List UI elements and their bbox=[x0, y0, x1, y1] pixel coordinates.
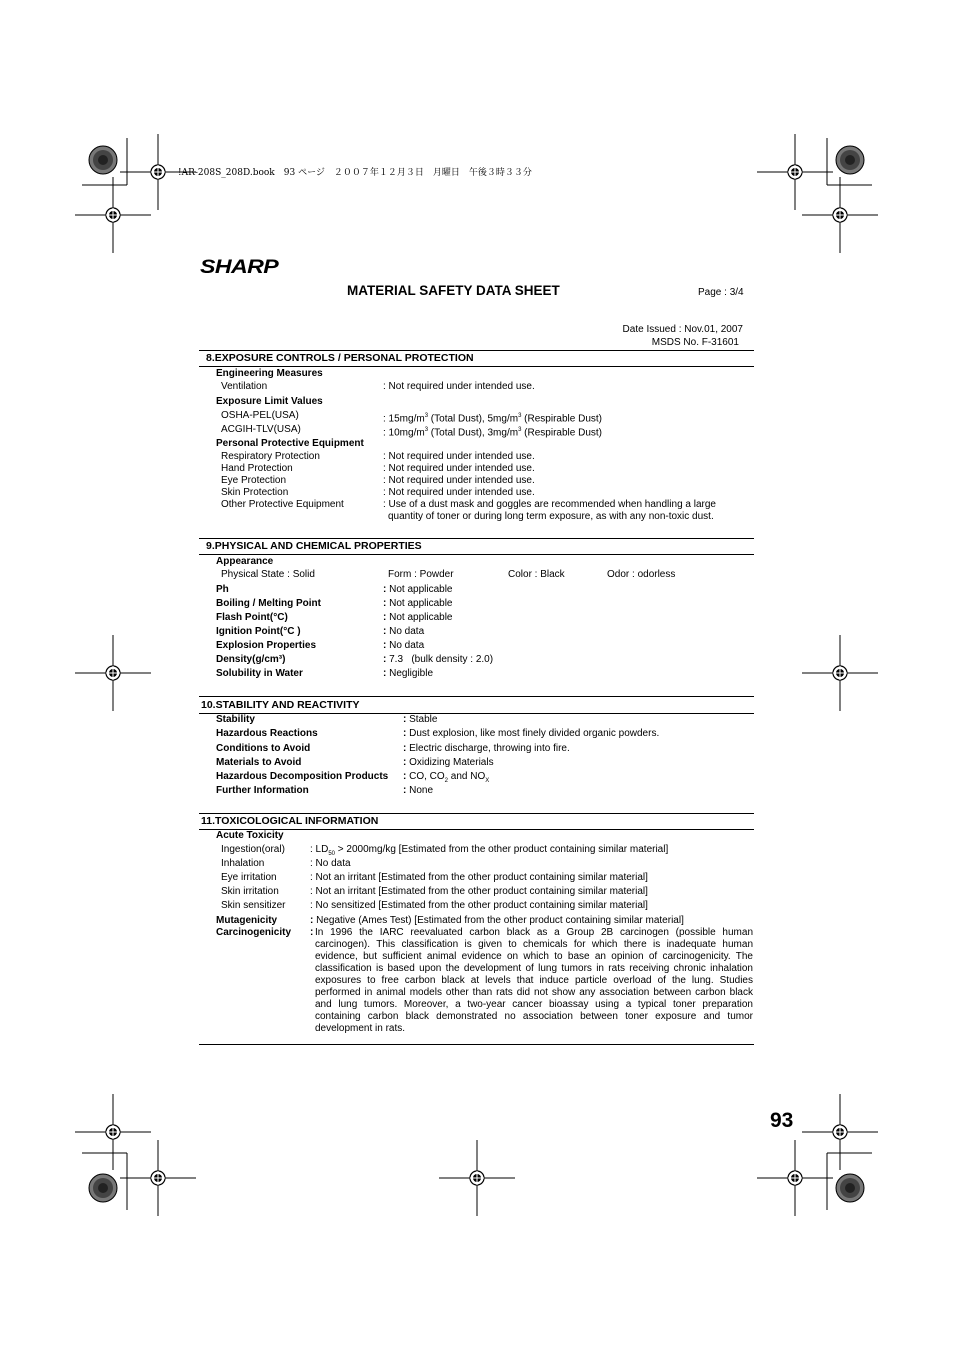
mutagenicity-value: : Negative (Ames Test) [Estimated from the other product containing similar material] bbox=[310, 915, 684, 926]
osha-value: : $15mg/m^3$ (Total Dust), $5mg/m^3$ (Respirable Dust) bbox=[383, 413, 602, 425]
ppe-value: : Not required under intended use. bbox=[383, 475, 535, 486]
divider bbox=[199, 713, 754, 714]
msds-number: MSDS No. F-31601 bbox=[651, 337, 739, 348]
stability-value: : Electric discharge, throwing into fire. bbox=[403, 743, 570, 754]
divider bbox=[199, 538, 754, 539]
mutagenicity-label: Mutagenicity bbox=[216, 915, 278, 926]
acute-toxicity-heading: Acute Toxicity bbox=[216, 830, 284, 841]
stability-value: : None bbox=[403, 785, 434, 796]
sharp-logo: SHARP bbox=[200, 257, 279, 278]
ppe-value: : Not required under intended use. bbox=[383, 487, 535, 498]
stability-label: Hazardous Reactions bbox=[216, 728, 318, 739]
toxicity-value: : $LD_{50} > 2000mg/kg$ [Estimated from the other product containing similar material] bbox=[310, 844, 669, 857]
exposure-limits-heading: Exposure Limit Values bbox=[216, 396, 323, 407]
stability-value: : CO, $CO_2$ and $NO_X$ bbox=[403, 771, 490, 784]
ppe-value: : Use of a dust mask and goggles are recommended when handling a large bbox=[383, 499, 716, 510]
ppe-label: Hand Protection bbox=[221, 463, 293, 474]
property-value: : 7.3 (bulk density : 2.0) bbox=[383, 654, 494, 665]
osha-label: OSHA-PEL(USA) bbox=[221, 410, 299, 421]
paragraph-line: exposures to free carbon black at levels that induce particle overload of the lung. Studies bbox=[315, 975, 753, 986]
property-label: Boiling / Melting Point bbox=[216, 598, 321, 609]
toxicity-value: : Not an irritant [Estimated from the other product containing similar material] bbox=[310, 872, 648, 883]
ppe-label: Skin Protection bbox=[221, 487, 289, 498]
toxicity-label: Eye irritation bbox=[221, 872, 277, 883]
paragraph-line: In 1996 the IARC reevaluated carbon black as a Group 2B carcinogen (possible human bbox=[315, 927, 753, 938]
property-value: : No data bbox=[383, 640, 425, 651]
stability-value: : Stable bbox=[403, 714, 438, 725]
appearance-heading: Appearance bbox=[216, 556, 274, 567]
ppe-value: : Not required under intended use. bbox=[383, 463, 535, 474]
divider bbox=[199, 813, 754, 814]
divider bbox=[199, 366, 754, 367]
document-title: MATERIAL SAFETY DATA SHEET bbox=[347, 283, 560, 298]
property-label: Flash Point(°C) bbox=[216, 612, 288, 623]
carcinogenicity-label: Carcinogenicity bbox=[216, 927, 292, 938]
paragraph-line: carcinogen). This classification is given to chemicals for which there is inadequate human bbox=[315, 939, 753, 950]
paragraph-line: performed in animal models other than rats did not show any association between carbon black bbox=[315, 987, 753, 998]
property-label: Explosion Properties bbox=[216, 640, 317, 651]
color: Color : Black bbox=[508, 569, 565, 580]
toxicity-value: : No sensitized [Estimated from the other product containing similar material] bbox=[310, 900, 648, 911]
stability-label: Hazardous Decomposition Products bbox=[216, 771, 389, 782]
section-10-title: 10.STABILITY AND REACTIVITY bbox=[201, 699, 360, 711]
toxicity-label: Skin sensitizer bbox=[221, 900, 286, 911]
stability-label: Stability bbox=[216, 714, 255, 725]
physical-state: Physical State : Solid bbox=[221, 569, 315, 580]
ppe-heading: Personal Protective Equipment bbox=[216, 438, 364, 449]
divider bbox=[199, 554, 754, 555]
date-issued: Date Issued : Nov.01, 2007 bbox=[622, 324, 743, 335]
toxicity-value: : No data bbox=[310, 858, 351, 869]
engineering-measures-heading: Engineering Measures bbox=[216, 368, 323, 379]
page-number: 93 bbox=[770, 1109, 794, 1132]
ppe-label: Eye Protection bbox=[221, 475, 287, 486]
stability-value: : Dust explosion, like most finely divided organic powders. bbox=[403, 728, 660, 739]
toxicity-label: Ingestion(oral) bbox=[221, 844, 285, 855]
ppe-label: Respiratory Protection bbox=[221, 451, 320, 462]
divider bbox=[199, 1044, 754, 1045]
property-label: Ph bbox=[216, 584, 229, 595]
paragraph-line: and lung tumors. Moreover, a two-year cancer bioassay using a typical toner preparation bbox=[315, 999, 753, 1010]
property-value: : Not applicable bbox=[383, 584, 453, 595]
property-value: : Not applicable bbox=[383, 612, 453, 623]
stability-value: : Oxidizing Materials bbox=[403, 757, 494, 768]
paragraph-line: classification is based upon the development of lung tumors in rats receiving chronic inhalation bbox=[315, 963, 753, 974]
odor: Odor : odorless bbox=[607, 569, 676, 580]
form: Form : Powder bbox=[388, 569, 454, 580]
toxicity-label: Skin irritation bbox=[221, 886, 279, 897]
carcinogenicity-colon: : bbox=[310, 927, 314, 938]
property-value: : Not applicable bbox=[383, 598, 453, 609]
acgih-value: : $10mg/m^3$ (Total Dust), $3mg/m^3$ (Respirable Dust) bbox=[383, 427, 602, 439]
ppe-value: : Not required under intended use. bbox=[383, 451, 535, 462]
stability-label: Materials to Avoid bbox=[216, 757, 302, 768]
printer-slug: !AR-208S_208D.book 93 ページ ２００７年１２月３日 月曜日 午後３時３３分 bbox=[178, 168, 532, 178]
property-label: Density(g/cm³) bbox=[216, 654, 286, 665]
toxicity-value: : Not an irritant [Estimated from the other product containing similar material] bbox=[310, 886, 648, 897]
property-value: : Negligible bbox=[383, 668, 434, 679]
acgih-label: ACGIH-TLV(USA) bbox=[221, 424, 301, 435]
divider bbox=[199, 696, 754, 697]
property-label: Ignition Point(°C ) bbox=[216, 626, 301, 637]
carcinogenicity-paragraph bbox=[315, 927, 753, 1035]
property-label: Solubility in Water bbox=[216, 668, 303, 679]
section-9-title: 9.PHYSICAL AND CHEMICAL PROPERTIES bbox=[206, 540, 422, 552]
ventilation-value: : Not required under intended use. bbox=[383, 381, 535, 392]
page-indicator: Page : 3/4 bbox=[698, 287, 744, 298]
property-value: : No data bbox=[383, 626, 425, 637]
ventilation-label: Ventilation bbox=[221, 381, 268, 392]
section-11-title: 11.TOXICOLOGICAL INFORMATION bbox=[201, 815, 379, 827]
toxicity-label: Inhalation bbox=[221, 858, 265, 869]
stability-label: Further Information bbox=[216, 785, 309, 796]
paragraph-line: evidence, but sufficient animal evidence on which to base an opinion of carcinogenicity. The bbox=[315, 951, 753, 962]
divider bbox=[199, 350, 754, 351]
section-8-title: 8.EXPOSURE CONTROLS / PERSONAL PROTECTION bbox=[206, 352, 474, 364]
paragraph-line: containing carbon black demonstrated no association between toner exposure and tumor bbox=[315, 1011, 753, 1022]
paragraph-line: development in rats. bbox=[315, 1023, 406, 1034]
ppe-value-continued: quantity of toner or during long term exposure, as with any non-toxic dust. bbox=[388, 511, 714, 522]
stability-label: Conditions to Avoid bbox=[216, 743, 311, 754]
ppe-label: Other Protective Equipment bbox=[221, 499, 344, 510]
